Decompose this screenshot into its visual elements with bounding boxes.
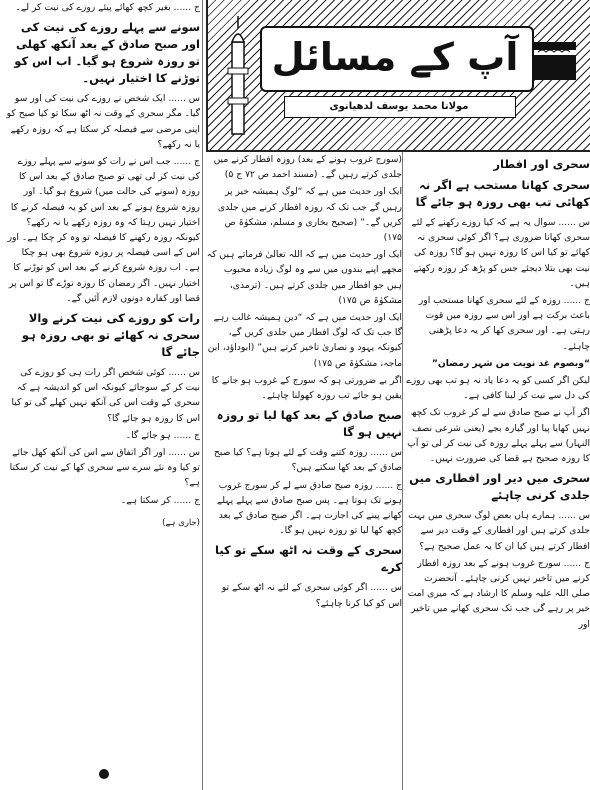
section-heading: صبح صادق کے بعد کھا لیا تو روزہ نہیں ہو گا	[216, 408, 402, 440]
column-title: آپ کے مسائل	[271, 35, 519, 79]
paragraph: ج ...... روزہ صبح صادق سے لے کر سورج غروب ہونے تک ہوتا ہے۔ پس صبح صادق سے پہلے پہلے کھانے پینے کی اجازت ہے۔ اگر صبح صادق کے بعد کچھ کھا لیا تو روزہ نہیں ہو گا۔	[216, 479, 402, 537]
dua-text: “وبصوم غد نویت من شہر رمضان”	[431, 357, 590, 369]
left-column	[4, 0, 200, 790]
section-heading: سحری کے وقت نہ اٹھ سکے تو کیا کرے	[215, 543, 402, 575]
kaaba-icon	[526, 30, 582, 86]
section-heading: سحری کھانا مستحب ہے اگر نہ کھائی تب بھی روزہ ہو جائے گا	[415, 178, 590, 209]
minaret-icon	[218, 12, 258, 138]
paragraph: (سورج غروب ہونے کے بعد) روزہ افطار کرنے میں جلدی کرتے رہیں گے۔ (مسند احمد ص ۷۲ ج ۵)	[213, 154, 402, 181]
paragraph: س ...... ہمارے ہاں بعض لوگ سحری میں بہت جلدی کرتے ہیں اور افطاری کے وقت دیر سے افطار کرتے ہیں کیا ان کا یہ عمل صحیح ہے؟	[408, 510, 590, 552]
paragraph: ج ...... ہو جائے گا۔	[125, 429, 200, 441]
bullet-dot	[99, 769, 109, 779]
paragraph: س ...... سوال یہ ہے کہ کیا روزے رکھنے کے لئے سحری کھانا ضروری ہے؟ اگر کوئی سحری نہ کھائے تو کیا اس کا روزہ نہیں ہو گا؟ روزہ کی نیت بھی بتلا دیجئے جس کو پڑھ کر روزہ رکھتے ہیں۔	[411, 217, 590, 289]
paragraph: ج ...... کر سکتا ہے۔	[120, 494, 200, 506]
column-divider	[402, 152, 403, 790]
paragraph: ایک اور حدیث میں ہے کہ اللہ تعالیٰ فرماتے ہیں کہ مجھے اپنے بندوں میں سے وہ لوگ زیادہ محبوب ہیں جو افطار میں جلدی کرتے ہیں۔ (ترمذی، مشکوٰۃ ص ۱۷۵)	[206, 249, 402, 306]
paragraph: ج ...... بغیر کچھ کھائے پیئے روزے کی نیت کر لے۔	[15, 2, 200, 13]
paragraph: اگر آپ نے صبح صادق سے لے کر غروب تک کچھ نہیں کھایا پیا اور گیارہ بجے (یعنی شرعی نصف النہار) سے پہلے پہلے روزہ کی نیت کر لی تو آپ کا روزہ صحیح ہے قضا کی ضرورت نہیں۔	[407, 407, 590, 465]
section-heading: سونے سے پہلے روزے کی نیت کی اور صبح صادق کے بعد آنکھ کھلی تو روزہ شروع ہو گیا۔ اب اس کو توڑنے کا اختیار نہیں۔	[14, 20, 200, 86]
section-heading: سحری اور افطار	[493, 157, 590, 171]
paragraph: اگر بے ضرورتی ہو کہ سورج کے غروب ہو جانے کا یقین ہو جائے تب روزہ کھولنا چاہئے۔	[211, 374, 402, 402]
right-column	[404, 152, 590, 790]
middle-column	[206, 152, 402, 790]
paragraph: س ...... اور اگر اتفاق سے اس کی آنکھ کھل جائے تو کیا وہ نئے سرے سے سحری کھا کے نیت کر سکتا ہے؟	[9, 447, 200, 489]
author-name: مولانا محمد یوسف لدھیانوی	[329, 100, 469, 112]
section-heading: رات کو روزے کی نیت کرنے والا سحری نہ کھائے تو بھی روزہ ہو جائے گا	[21, 311, 200, 360]
continued-note: (جاری ہے)	[162, 517, 200, 528]
column-divider	[202, 0, 203, 790]
section-heading: سحری میں دیر اور افطاری میں جلدی کرنی چاہئے	[409, 471, 590, 503]
paragraph: س ...... اگر کوئی سحری کے لئے نہ اٹھ سکے تو اس کو کیا کرنا چاہئے؟	[221, 582, 402, 609]
paragraph: ایک اور حدیث میں ہے کہ “دین ہمیشہ غالب رہے گا جب تک کہ لوگ افطار میں جلدی کریں گے، کیونکہ یہود و نصاریٰ تاخیر کرتے ہیں” (ابوداؤد، ابن ماجہ، مشکوٰۃ ص ۱۷۵)	[207, 312, 402, 369]
paragraph: لیکن اگر کسی کو یہ دعا یاد نہ ہو تب بھی روزے کی دل سے نیت کر لینا کافی ہے۔	[406, 375, 590, 402]
paragraph: س ...... روزہ کتنے وقت کے لئے ہوتا ہے؟ کیا صبح صادق کے بعد کھا سکتے ہیں؟	[213, 447, 402, 474]
paragraph: ج ...... سورج غروب ہونے کے بعد روزہ افطار کرنے میں تاخیر نہیں کرنی چاہئے۔ آنحضرت صلی اللہ علیہ وسلم کا ارشاد ہے کہ میری امت خیر پر رہے گی جب تک سحری کھانے میں تاخیر اور	[407, 557, 590, 630]
column-banner	[206, 0, 590, 152]
paragraph: س ...... ایک شخص نے روزے کی نیت کی اور سو گیا۔ مگر سحری کے وقت نہ اٹھ سکا تو کیا صبح کو اپنی مرضی سے فیصلہ کر سکتا ہے کہ روزہ رکھے یا نہ رکھے؟	[6, 93, 200, 150]
paragraph: ایک اور حدیث میں ہے کہ “لوگ ہمیشہ خیر پر رہیں گے جب تک کہ روزہ افطار کرنے میں جلدی کریں گے۔” (صحیح بخاری و مسلم، مشکوٰۃ ص ۱۷۵)	[217, 186, 402, 244]
paragraph: ج ...... جب اس نے رات کو سونے سے پہلے روزے کی نیت کر لی تھی تو صبح صادق کے بعد اس کا روزہ (سونے کی حالت میں) شروع ہو گیا۔ اور روزہ شروع ہونے کے بعد اس کو یہ فیصلہ کرنے کا اختیار نہیں رہتا کہ وہ روزہ رکھے یا نہ رکھے؟ کیونکہ روزہ رکھنے کا فیصلہ تو وہ کر چکا ہے۔ اور اس کے اسی فیصلہ پر روزہ شروع بھی ہو چکا ہے۔ اب روزہ شروع کرنے کے بعد اس کو توڑنے کا اختیار نہیں۔ اگر رمضان کا روزہ توڑے گا تو اس پر قضا اور کفارہ دونوں لازم آئیں گے۔	[7, 156, 200, 304]
paragraph: س ...... کوئی شخص اگر رات ہی کو روزے کی نیت کر کے سوجائے کیونکہ اس کو اندیشہ ہے کہ سحری کے وقت اس کی آنکھ نہیں کھلے گی تو کیا اس کا روزہ ہو جائے گا؟	[11, 367, 200, 424]
paragraph: ج ...... روزہ کے لئے سحری کھانا مستحب اور باعث برکت ہے اور اس سے روزہ میں قوت رہتی ہے۔ اور سحری کھا کر یہ دعا پڑھنی چاہئے۔	[418, 295, 590, 352]
